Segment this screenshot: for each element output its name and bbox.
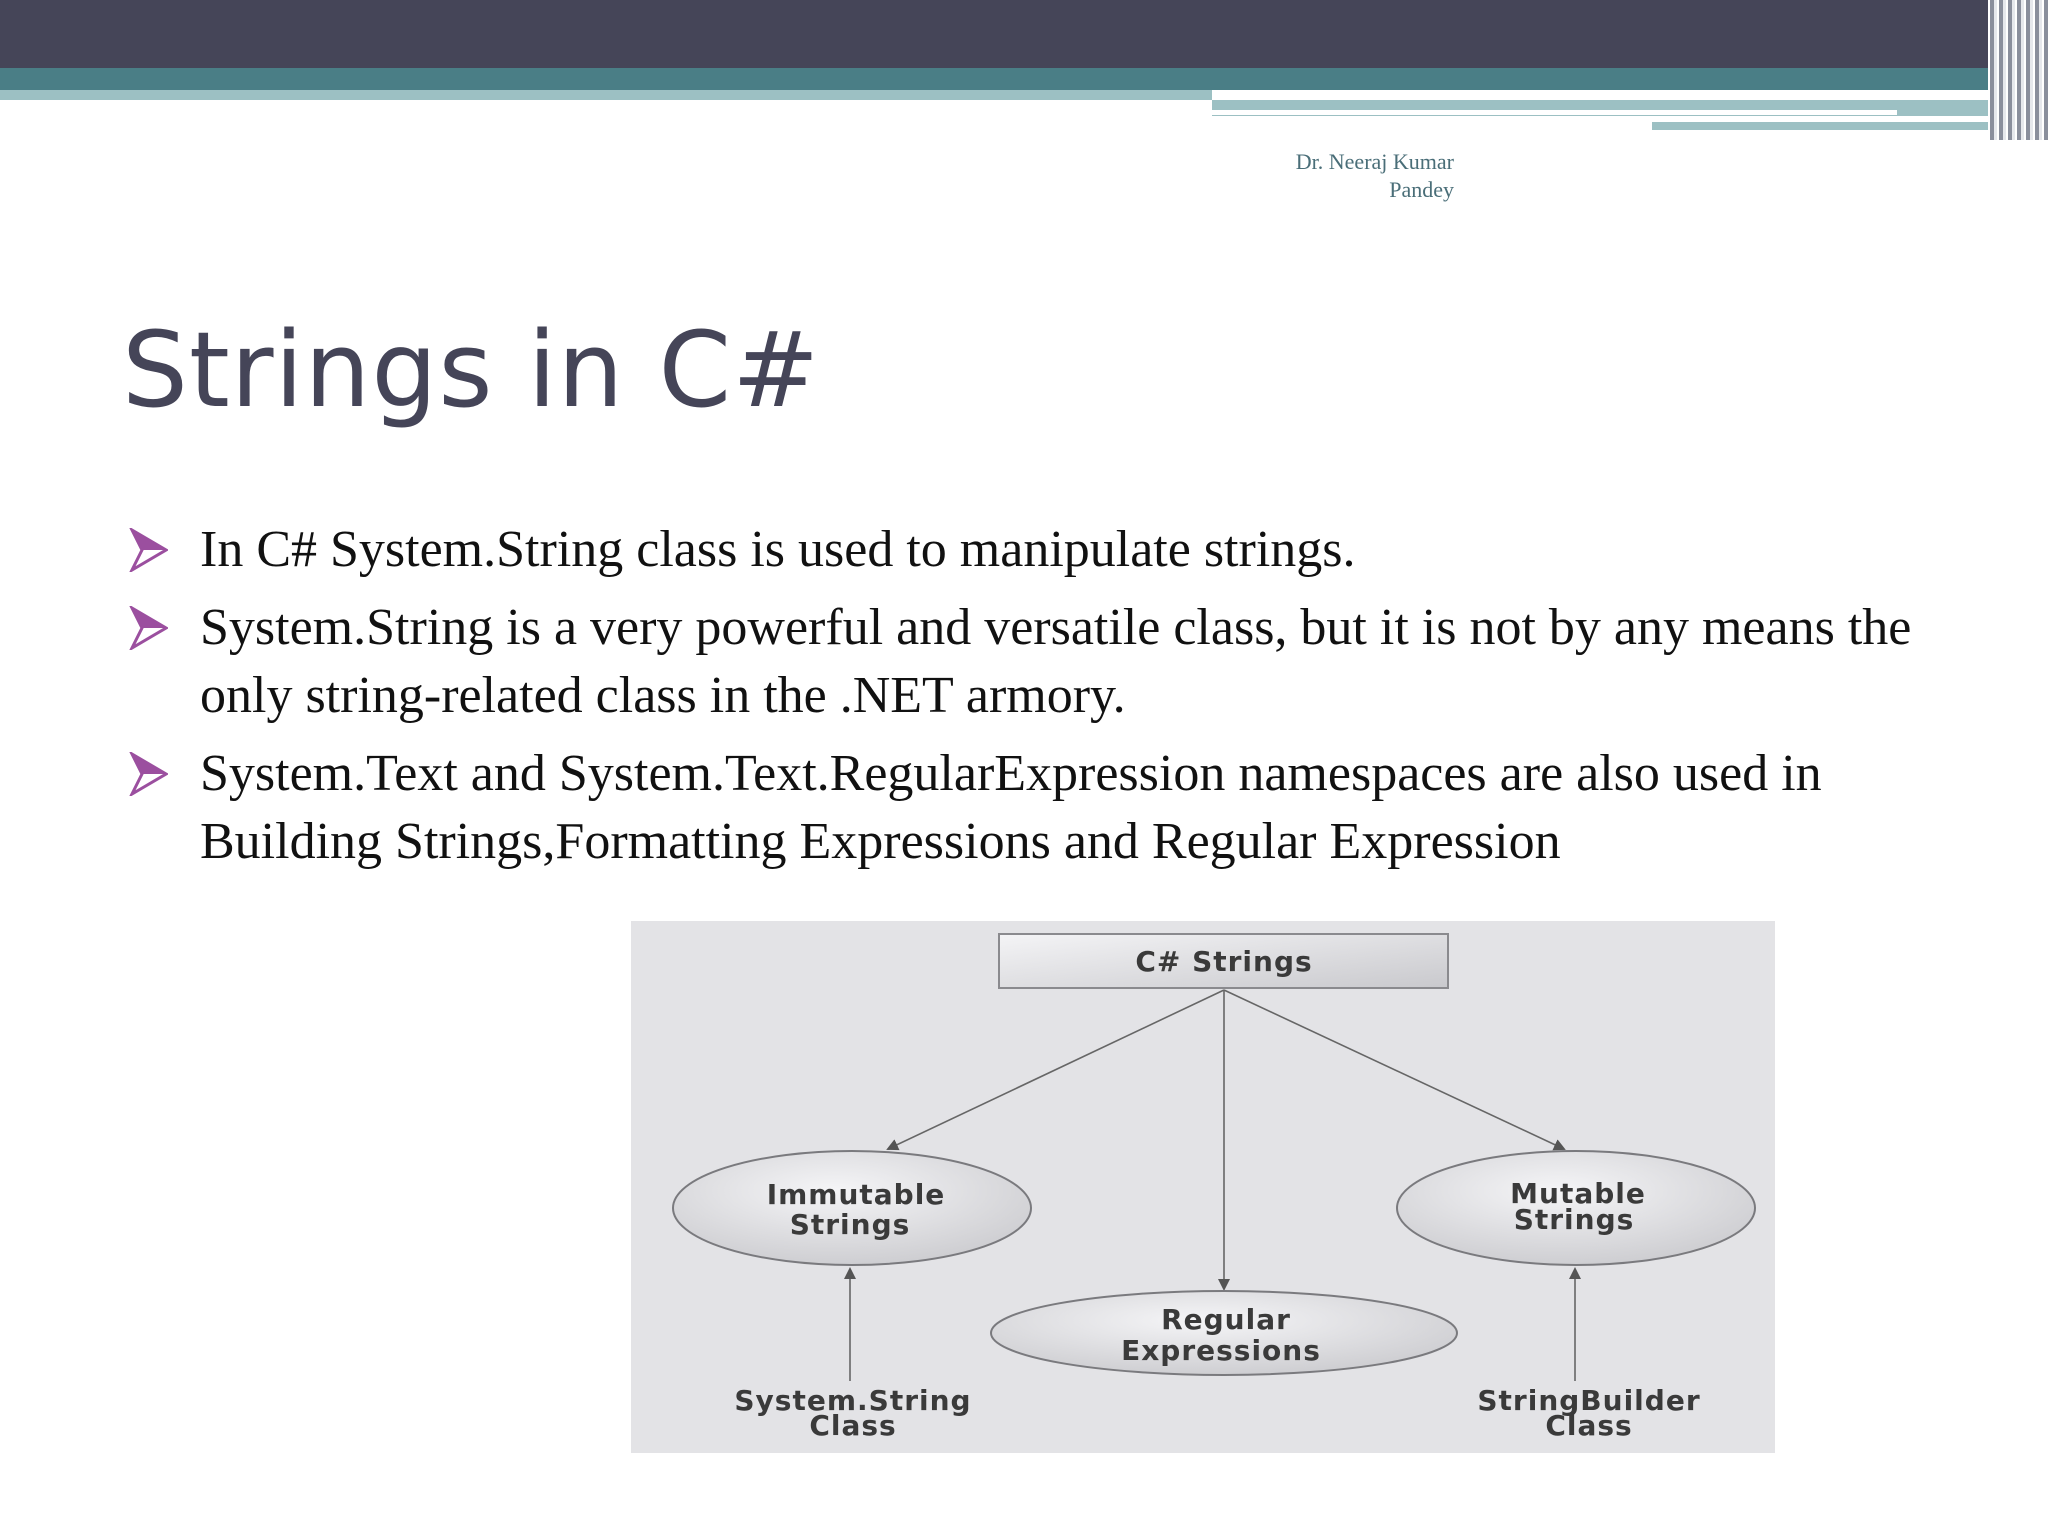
arrowhead-bullet-icon <box>128 606 168 650</box>
arrowhead-bullet-icon <box>128 752 168 796</box>
header-band-light-left <box>0 90 1212 100</box>
diagram-canvas <box>631 921 1775 1453</box>
edge-root-immutable <box>888 990 1224 1149</box>
system-string-label-1: System.String <box>734 1384 972 1417</box>
system-string-label-2: Class <box>809 1409 897 1442</box>
bullet-item <box>128 516 1948 584</box>
regex-label-2: Expressions <box>1121 1334 1321 1367</box>
bullet-item <box>128 594 1948 730</box>
bullet-text: In C# System.String class is used to manipulate strings. <box>200 521 1356 578</box>
strings-diagram <box>631 921 1775 1453</box>
header-band-light-right-lower <box>1652 122 2007 130</box>
arrowhead-bullet-icon <box>128 528 168 572</box>
immutable-label-2: Strings <box>789 1208 911 1241</box>
edge-root-mutable <box>1224 990 1564 1149</box>
header-band-teal <box>0 68 2048 90</box>
regex-label-1: Regular <box>1161 1303 1291 1336</box>
mutable-label-2: Strings <box>1513 1203 1635 1236</box>
bullet-item <box>128 740 1948 876</box>
immutable-label-1: Immutable <box>766 1178 946 1211</box>
bullet-text: System.String is a very powerful and versatile class, but it is not by any means the only string-related class in the .NET armory. <box>200 599 1912 724</box>
header-stripes <box>1988 0 2048 140</box>
author-surname: Pandey <box>1389 177 1454 202</box>
slide-title: Strings in C# <box>122 309 821 431</box>
mutable-label-1: Mutable <box>1510 1177 1646 1210</box>
stringbuilder-label-2: Class <box>1545 1409 1633 1442</box>
header-white-line <box>1212 110 1897 115</box>
bullet-text: System.Text and System.Text.RegularExpression namespaces are also used in Building Strings,Formatting Expressions and Regular Expression <box>200 745 1822 870</box>
header-band-dark <box>0 0 2048 68</box>
author <box>1160 148 1454 204</box>
stringbuilder-label-1: StringBuilder <box>1477 1384 1701 1417</box>
bullet-list <box>128 516 1948 886</box>
root-label: C# Strings <box>1135 945 1313 978</box>
author-name: Dr. Neeraj Kumar <box>1295 149 1454 174</box>
